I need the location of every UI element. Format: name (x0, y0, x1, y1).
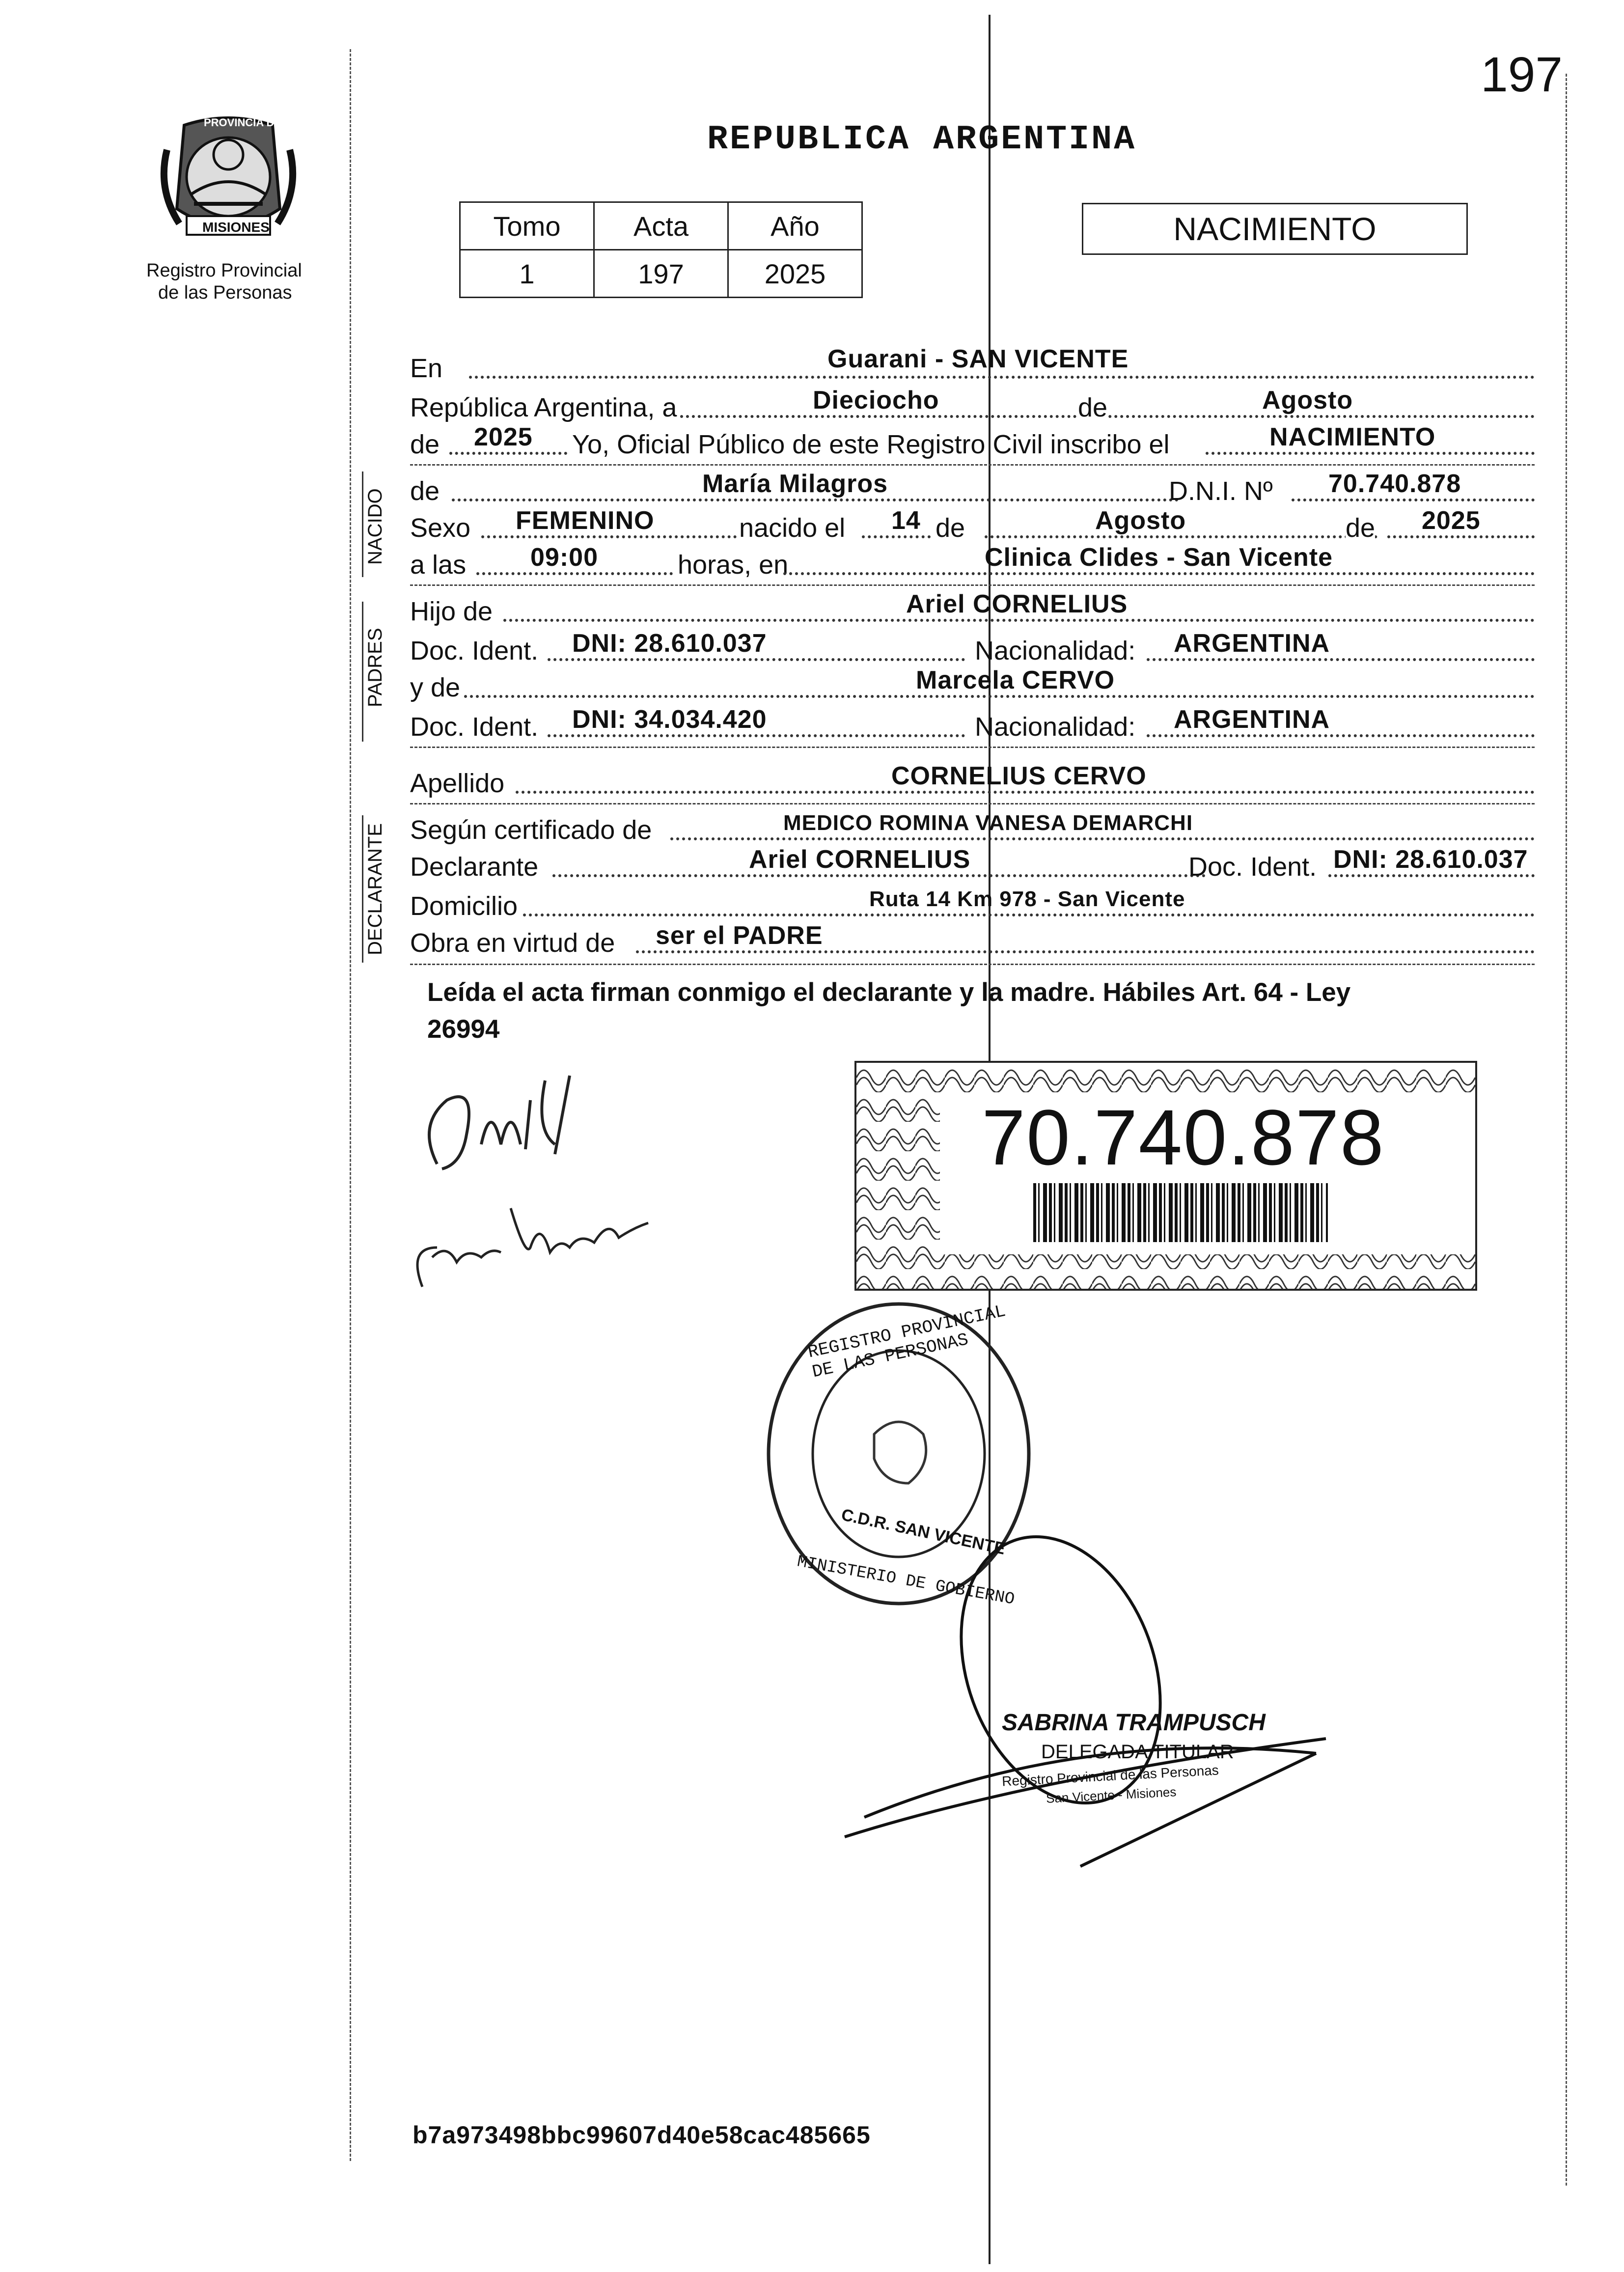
dotted-fill (1206, 452, 1535, 455)
table-row (460, 250, 862, 298)
handwritten-signature-icon (835, 1523, 1350, 1876)
label-doc-ident-declarante: Doc. Ident. (1188, 852, 1317, 882)
signature-declarante (408, 1071, 614, 1198)
row-obra-en-virtud (410, 921, 1535, 960)
row-hora (410, 543, 1535, 582)
value-nacido-dia: 14 (891, 506, 921, 535)
row-madre (410, 665, 1535, 705)
official-office-line1: Registro Provincial de las Personas (1001, 1762, 1219, 1789)
value-lugar-nacimiento: Clinica Clides - San Vicente (985, 543, 1333, 572)
stamp-outer-text: REGISTRO PROVINCIAL DE LAS PERSONAS (806, 1301, 1008, 1383)
signature-official (835, 1523, 1350, 1876)
value-padre-doc: DNI: 28.610.037 (572, 629, 767, 658)
dotted-fill (548, 734, 965, 737)
value-lugar: Guarani - SAN VICENTE (827, 345, 1129, 373)
label-sexo: Sexo (410, 513, 471, 543)
registry-name-line1: Registro Provincial (146, 260, 302, 281)
label-segun-certificado: Según certificado de (410, 815, 652, 845)
label-dni: D.N.I. Nº (1169, 476, 1273, 506)
row-declarante (410, 845, 1535, 884)
tomo-acta-table (459, 201, 863, 298)
dotted-fill (552, 874, 1206, 877)
dotted-fill (523, 914, 1535, 916)
value-certificado: MEDICO ROMINA VANESA DEMARCHI (783, 811, 1193, 835)
official-name: SABRINA TRAMPUSCH (1002, 1710, 1266, 1736)
label-de-anio: de (410, 430, 440, 459)
value-nacido-anio: 2025 (1422, 506, 1481, 535)
label-obra-en-virtud: Obra en virtud de (410, 928, 615, 958)
dotted-fill (985, 535, 1377, 538)
dotted-fill (783, 572, 1535, 575)
dotted-fill (452, 499, 1179, 501)
row-apellido (410, 761, 1535, 801)
dotted-fill (481, 535, 737, 538)
barcode-label (854, 1061, 1477, 1291)
official-office-line2: San Vicente - Misiones (1046, 1784, 1177, 1806)
declarante-bracket (362, 815, 363, 963)
side-label-padres: PADRES (364, 628, 386, 707)
closing-text-line1: Leída el acta firman conmigo el declarante y la madre. Hábiles Art. 64 - Ley (427, 978, 1351, 1007)
closing-text-line2: 26994 (427, 1015, 500, 1044)
document-type: NACIMIENTO (1173, 211, 1376, 247)
label-yo-oficial: Yo, Oficial Público de este Registro Civil inscribo el (572, 430, 1170, 459)
row-nombre (410, 469, 1535, 508)
table-header-row (460, 202, 862, 250)
value-apellido: CORNELIUS CERVO (891, 762, 1147, 790)
row-fecha (410, 386, 1535, 425)
row-padre (410, 589, 1535, 629)
dotted-fill (476, 572, 673, 575)
seal-top-text: PROVINCIA DE (204, 116, 282, 129)
label-doc-ident-padre: Doc. Ident. (410, 636, 539, 665)
signature-madre (403, 1189, 697, 1316)
value-dia: Dieciocho (813, 386, 939, 415)
dotted-fill (670, 837, 1535, 840)
document-type-box (1082, 203, 1468, 255)
right-border-line (1566, 74, 1567, 2186)
handwritten-signature-icon (408, 1071, 614, 1198)
table-header: Acta (594, 202, 728, 250)
official-title: DELEGADA TITULAR (1041, 1741, 1234, 1763)
value-domicilio: Ruta 14 Km 978 - San Vicente (869, 887, 1185, 911)
dotted-fill (1387, 535, 1535, 538)
label-domicilio: Domicilio (410, 891, 518, 921)
value-mes: Agosto (1262, 386, 1353, 415)
table-cell: 197 (594, 250, 728, 298)
dotted-fill (862, 535, 931, 538)
dotted-fill (516, 791, 1535, 794)
row-inscripcion (410, 422, 1535, 462)
value-madre-nacionalidad: ARGENTINA (1174, 705, 1330, 734)
registry-logo (157, 111, 300, 253)
barcode-icon (1033, 1183, 1328, 1242)
label-nacionalidad-madre: Nacionalidad: (975, 712, 1136, 742)
document-hash: b7a973498bbc99607d40e58cac485665 (413, 2121, 871, 2149)
dotted-fill (449, 452, 567, 455)
padres-bracket (362, 602, 363, 742)
row-padre-doc (410, 629, 1535, 668)
left-border-line (350, 49, 351, 2161)
section-divider (410, 464, 1535, 466)
document-title: REPUBLICA ARGENTINA (707, 120, 1137, 159)
label-a-las: a las (410, 550, 467, 580)
label-republica-a: República Argentina, a (410, 393, 677, 422)
label-horas-en: horas, en (678, 550, 789, 580)
nacido-bracket (362, 471, 363, 577)
label-de-anio-nac: de (1346, 513, 1376, 543)
dotted-fill (464, 695, 1535, 698)
side-label-declarante: DECLARANTE (364, 823, 386, 955)
label-doc-ident-madre: Doc. Ident. (410, 712, 539, 742)
label-nacionalidad-padre: Nacionalidad: (975, 636, 1136, 665)
label-hijo-de: Hijo de (410, 597, 493, 626)
registry-name-line2: de las Personas (158, 282, 292, 303)
value-padre-nacionalidad: ARGENTINA (1174, 629, 1330, 658)
label-declarante: Declarante (410, 852, 539, 882)
label-en: En (410, 354, 443, 383)
label-de-mes: de (936, 513, 965, 543)
value-madre: Marcela CERVO (916, 666, 1115, 694)
value-hora: 09:00 (530, 543, 598, 572)
dotted-fill (1292, 499, 1535, 501)
stamp-inner-text: C.D.R. SAN VICENTE (839, 1505, 1007, 1558)
value-anio: 2025 (474, 423, 533, 451)
dotted-fill (1147, 658, 1535, 661)
table-cell: 1 (460, 250, 594, 298)
dotted-fill (1147, 734, 1535, 737)
row-certificado (410, 808, 1535, 847)
handwritten-signature-icon (403, 1189, 697, 1316)
label-de-nombre: de (410, 476, 440, 506)
dotted-fill (469, 376, 1535, 379)
value-obra-en-virtud: ser el PADRE (656, 921, 823, 950)
page-number: 197 (1481, 47, 1563, 102)
table-cell: 2025 (728, 250, 862, 298)
value-sexo: FEMENINO (516, 506, 655, 535)
label-de: de (1078, 393, 1108, 422)
dotted-fill (636, 950, 1535, 953)
value-declarante: Ariel CORNELIUS (749, 845, 971, 874)
value-madre-doc: DNI: 34.034.420 (572, 705, 767, 734)
table-header: Año (728, 202, 862, 250)
value-tipo: NACIMIENTO (1269, 423, 1436, 451)
row-lugar (410, 346, 1535, 386)
side-label-nacido: NACIDO (364, 488, 386, 565)
value-nombre: María Milagros (702, 470, 888, 498)
dotted-fill (1328, 874, 1535, 877)
table-header: Tomo (460, 202, 594, 250)
value-padre: Ariel CORNELIUS (906, 590, 1128, 618)
row-domicilio (410, 884, 1535, 923)
row-madre-doc (410, 705, 1535, 744)
label-nacido-el: nacido el (739, 513, 846, 543)
section-divider (410, 803, 1535, 804)
value-declarante-doc: DNI: 28.610.037 (1333, 845, 1528, 874)
dotted-fill (548, 658, 965, 661)
label-y-de: y de (410, 673, 461, 702)
section-divider (410, 747, 1535, 748)
barcode-number: 70.740.878 (982, 1093, 1385, 1181)
label-apellido: Apellido (410, 769, 505, 798)
dotted-fill (503, 619, 1535, 622)
section-divider (410, 584, 1535, 586)
stamp-bottom-text: MINISTERIO DE GOBIERNO (796, 1552, 1016, 1609)
seal-bottom-text: MISIONES (202, 220, 270, 235)
section-divider (410, 964, 1535, 965)
value-nacido-mes: Agosto (1095, 506, 1186, 535)
row-sexo (410, 506, 1535, 545)
value-dni: 70.740.878 (1328, 470, 1461, 498)
